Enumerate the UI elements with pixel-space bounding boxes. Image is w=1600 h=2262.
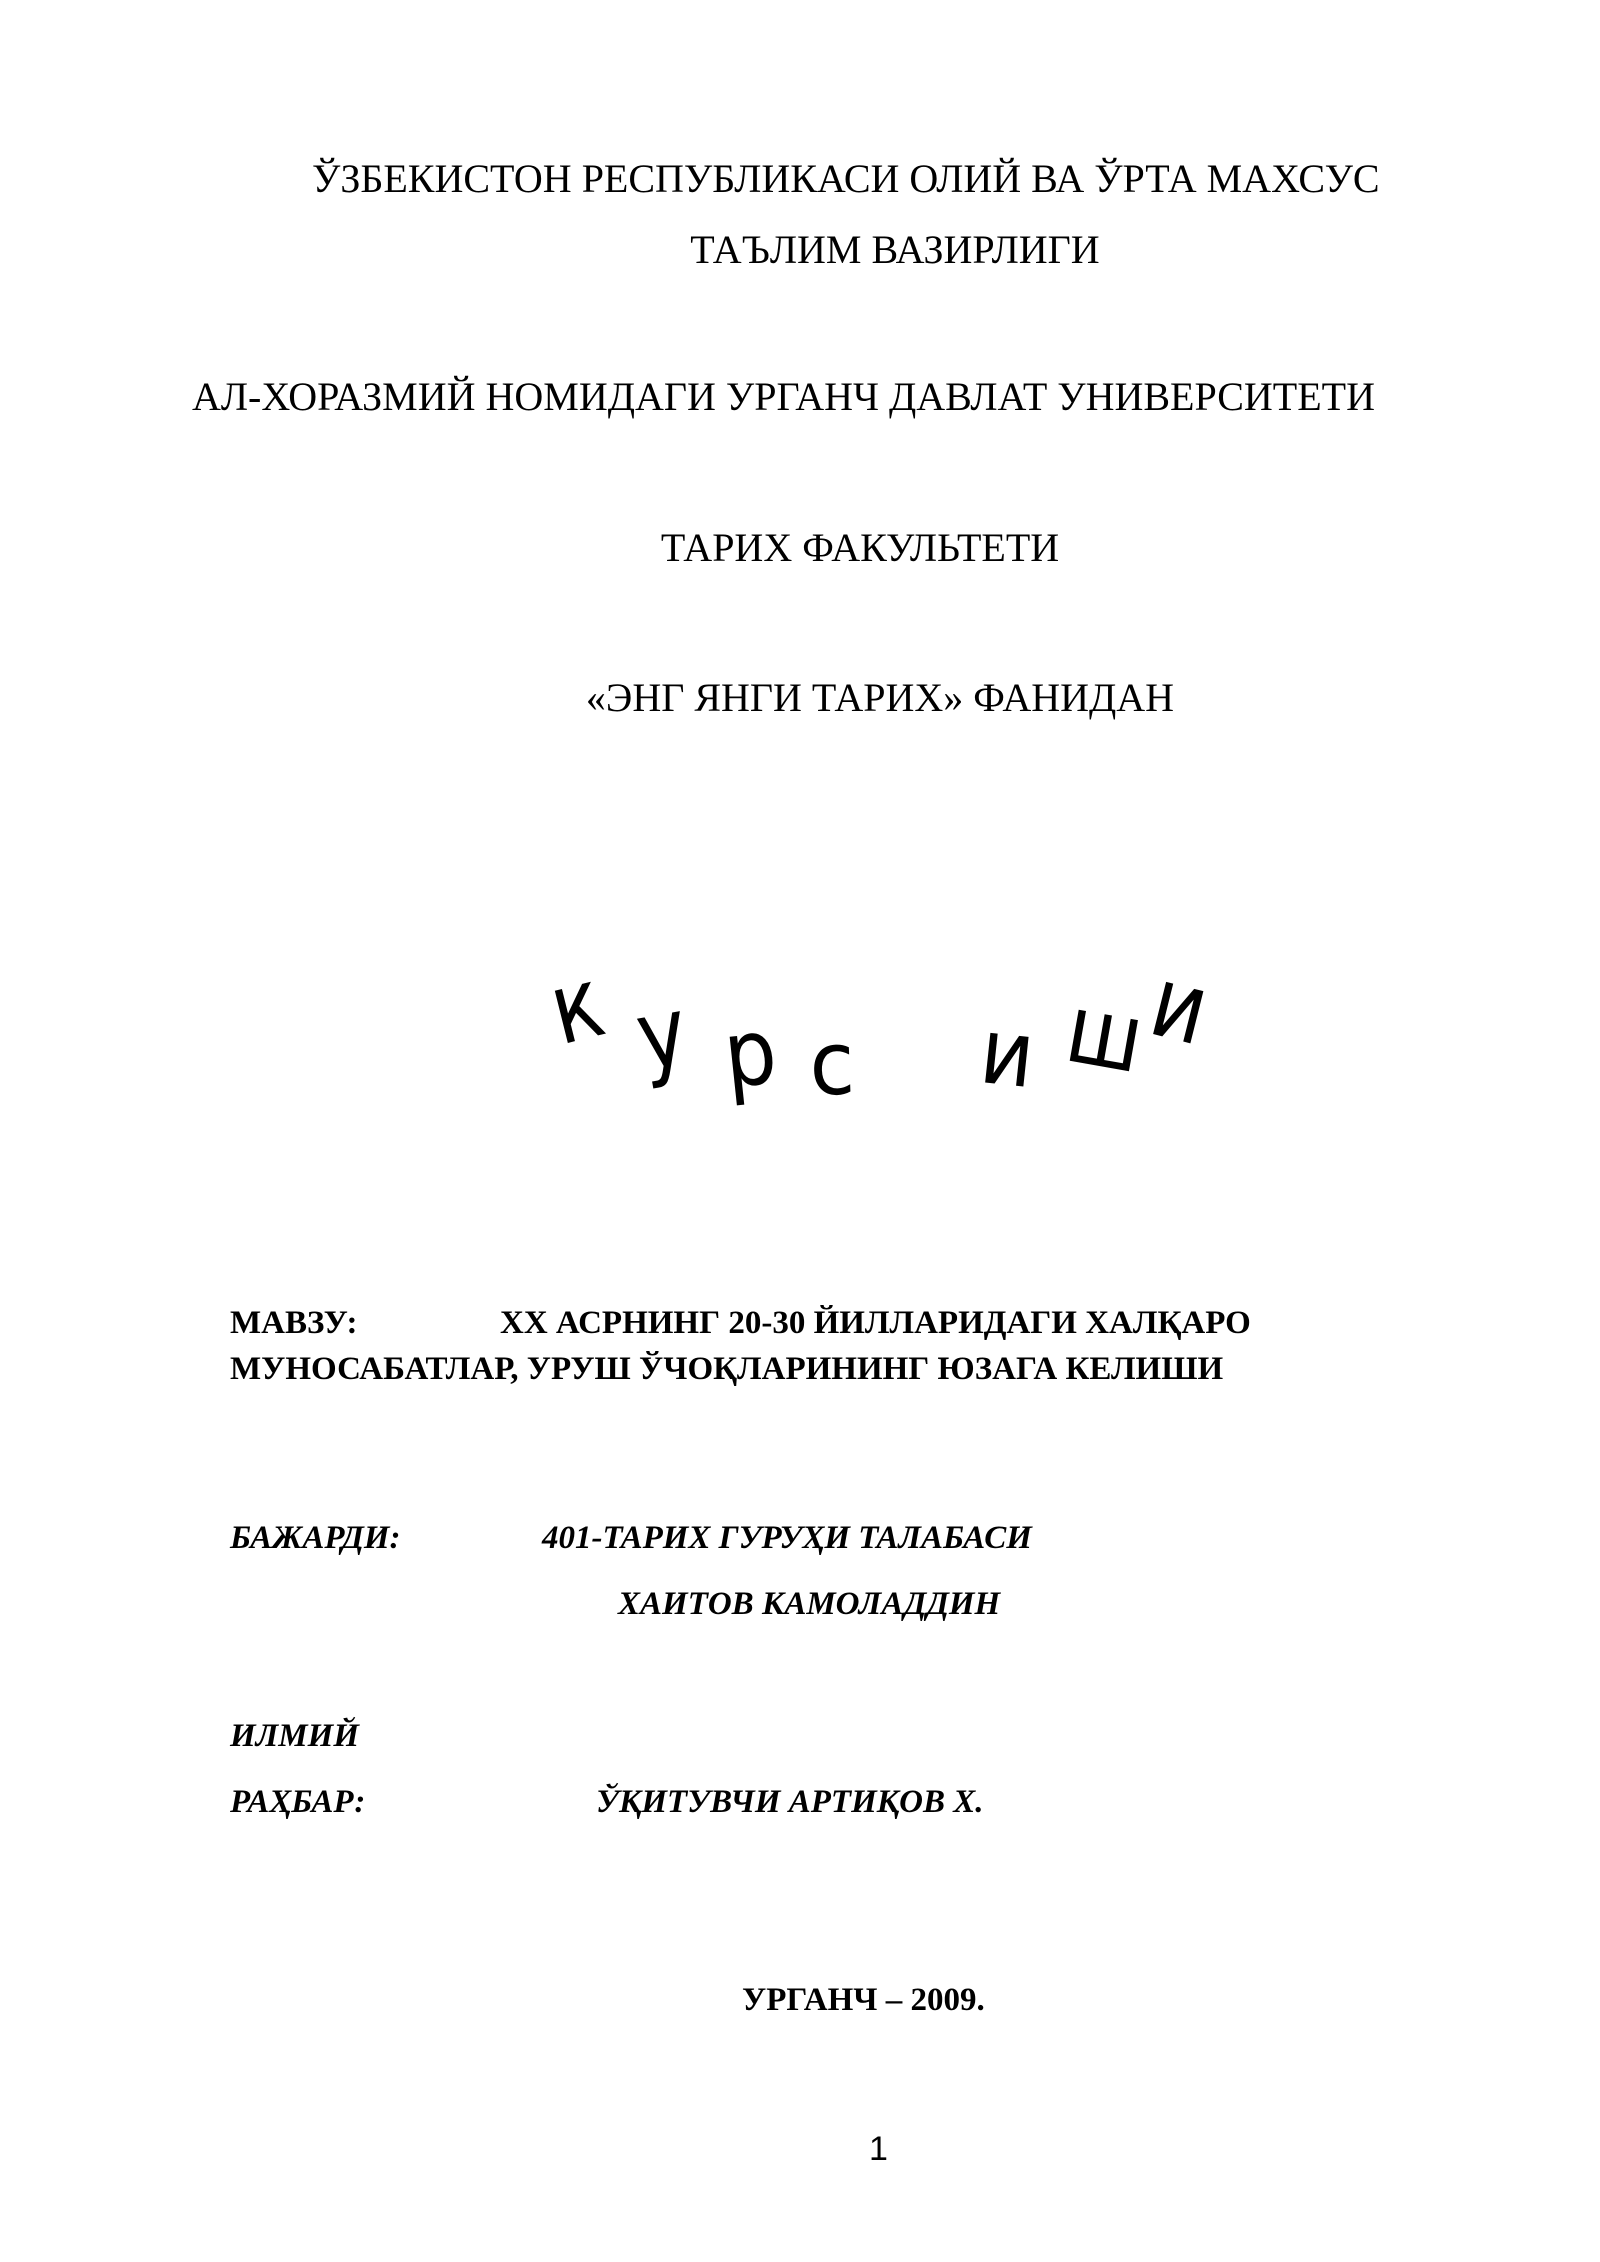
ministry-line-2: ТАЪЛИМ ВАЗИРЛИГИ xyxy=(690,227,1100,272)
topic-label: МАВЗУ: xyxy=(230,1305,358,1341)
university-name: АЛ-ХОРАЗМИЙ НОМИДАГИ УРГАНЧ ДАВЛАТ УНИВЕРСИТЕТИ xyxy=(192,374,1375,419)
title-letter: у xyxy=(628,976,696,1093)
subject-name: «ЭНГ ЯНГИ ТАРИХ» ФАНИДАН xyxy=(585,675,1175,720)
faculty-name: ТАРИХ ФАКУЛЬТЕТИ xyxy=(660,525,1060,570)
ministry-line-1: ЎЗБЕКИСТОН РЕСПУБЛИКАСИ ОЛИЙ ВА ЎРТА МАХСУС xyxy=(312,156,1380,201)
author-group: 401-ТАРИХ ГУРУҲИ ТАЛАБАСИ xyxy=(542,1520,1032,1556)
title-letter: и xyxy=(975,998,1040,1110)
title-letter: и xyxy=(1140,944,1220,1069)
topic-line-1: ХХ АСРНИНГ 20-30 ЙИЛЛАРИДАГИ ХАЛҚАРО xyxy=(500,1305,1251,1341)
author-label: БАЖАРДИ: xyxy=(230,1520,401,1556)
author-name: ХАИТОВ КАМОЛАДДИН xyxy=(618,1586,1001,1622)
city-year: УРГАНЧ – 2009. xyxy=(742,1982,985,2018)
title-letter: к xyxy=(538,945,615,1068)
page-number: 1 xyxy=(869,2130,888,2168)
supervisor-label-line-2: РАҲБАР: xyxy=(230,1784,366,1820)
title-letter: р xyxy=(718,998,782,1110)
topic-line-2: МУНОСАБАТЛАР, УРУШ ЎЧОҚЛАРИНИНГ ЮЗАГА КЕЛИШИ xyxy=(230,1351,1224,1387)
supervisor-label-line-1: ИЛМИЙ xyxy=(230,1718,359,1754)
title-letter: с xyxy=(807,1012,857,1117)
supervisor-name: ЎҚИТУВЧИ АРТИҚОВ Х. xyxy=(596,1784,984,1820)
title-letter: ш xyxy=(1057,974,1151,1096)
